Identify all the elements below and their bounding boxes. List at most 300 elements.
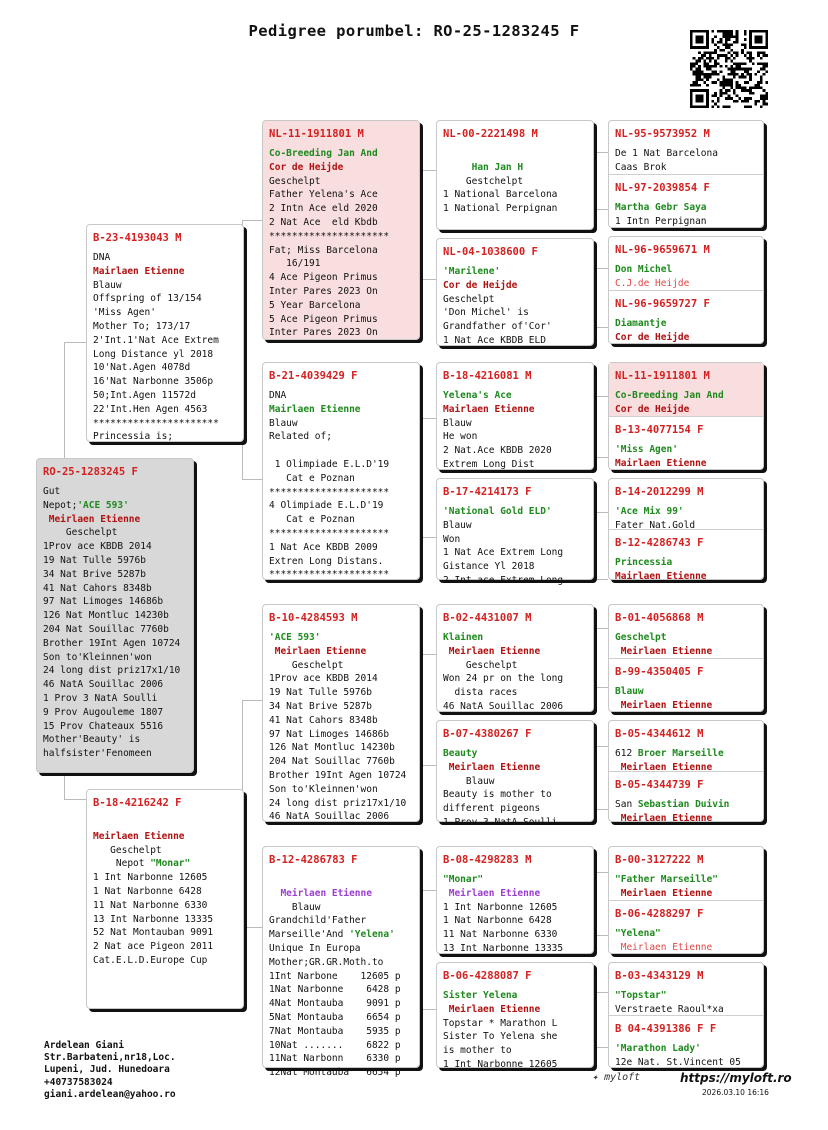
- info-text: Brother 19Int Agen 10724: [43, 637, 181, 649]
- info-text: 1 Int Narbonne 12605: [443, 901, 558, 913]
- pigeon-info-line: [443, 659, 587, 673]
- info-text: 16/191: [269, 258, 321, 270]
- pigeon-entry: [263, 605, 419, 821]
- ring-number: B-08-4298283 M: [443, 854, 532, 866]
- ring-number: NL-11-1911801 M: [615, 370, 710, 382]
- pigeon-info-line: [443, 574, 587, 588]
- info-text: 22'Int.Hen Agen 4563: [93, 403, 208, 415]
- info-text: Related of;: [269, 431, 332, 443]
- info-text: 4Nat Montauba 9091 p: [269, 998, 401, 1010]
- pigeon-info-line: [615, 457, 757, 471]
- pigeon-info-line: [93, 913, 237, 927]
- info-text: 'Yelena': [349, 929, 395, 941]
- pigeon-card-sd: [262, 362, 420, 580]
- info-text: Mother'Beauty' is: [43, 734, 141, 746]
- info-text: Extrem Long Dist: [443, 458, 535, 470]
- pigeon-card-c1: [608, 120, 764, 228]
- info-text: 46 NatA Souillac 2006: [43, 679, 164, 691]
- pigeon-card-sdd: [436, 478, 594, 586]
- pigeon-info-line: [443, 306, 587, 320]
- info-text: 2'Int.1'Nat Ace Extrem: [93, 334, 219, 346]
- pigeon-card-c5: [608, 604, 764, 712]
- pigeon-card-ddd: [436, 962, 594, 1068]
- pigeon-info-line: [269, 285, 413, 299]
- pigeon-info-line: [443, 293, 587, 307]
- info-text: Father Yelena's Ace: [269, 189, 378, 201]
- info-text: *********************: [269, 527, 390, 539]
- info-text: "Monar": [443, 874, 484, 885]
- info-text: 9 Prov Augouleme 1807: [43, 706, 164, 718]
- pigeon-info-line: [443, 1003, 587, 1017]
- owner-phone: +40737583024: [44, 1076, 113, 1088]
- info-text: Sister To Yelena she: [443, 1031, 558, 1043]
- info-text: halfsister'Fenomeen: [43, 748, 152, 760]
- pigeon-entry: [37, 459, 193, 772]
- ring-number: B-05-4344612 M: [615, 728, 704, 740]
- pigeon-card-ssd: [436, 238, 594, 346]
- pigeon-info-line: [615, 631, 757, 645]
- info-text: 'Miss Agen': [93, 307, 156, 319]
- info-text: Cor de Heijde: [269, 161, 344, 173]
- pigeon-card-dsd: [436, 720, 594, 828]
- info-text: Meirlaen Etienne: [43, 513, 141, 525]
- pigeon-info-line: [443, 802, 587, 816]
- pigeon-card-ss: [262, 120, 420, 340]
- info-text: Mother To; 173/17: [93, 320, 191, 332]
- owner-street: Str.Barbateni,nr18,Loc.: [44, 1052, 176, 1064]
- pigeon-entry: [609, 529, 763, 582]
- info-text: Mairlaen Etienne: [615, 457, 707, 469]
- info-text: Won 24 pr on the long: [443, 673, 564, 685]
- info-text: Han Jan H: [443, 161, 524, 173]
- pigeon-info-line: [269, 458, 413, 472]
- site-url[interactable]: https://myloft.ro: [680, 1071, 792, 1085]
- info-text: 2 Nat.Ace KBDB 2020: [443, 445, 552, 457]
- ring-number: NL-97-2039854 F: [615, 182, 710, 194]
- info-text: 'Marilene': [443, 266, 501, 277]
- info-text: San: [615, 799, 638, 810]
- pigeon-info-line: [443, 645, 587, 659]
- pigeon-info-line: [269, 942, 413, 956]
- info-text: Blauw: [443, 519, 472, 531]
- pigeon-info-line: [615, 927, 757, 941]
- pigeon-info-line: [443, 1044, 587, 1058]
- ring-number: B-12-4286743 F: [615, 537, 704, 549]
- info-text: **********************: [93, 417, 219, 429]
- pigeon-info-line: [269, 161, 413, 175]
- info-text: *********************: [269, 486, 390, 498]
- info-text: 4 Olimpiade E.L.D'19: [269, 500, 384, 512]
- pigeon-info-line: [269, 810, 413, 824]
- pigeon-card-dam: [86, 789, 244, 1009]
- pigeon-info-line: [615, 403, 757, 417]
- pigeon-info-line: [269, 700, 413, 714]
- info-text: 204 Nat Souillac 7760b: [43, 623, 169, 635]
- pigeon-card-c3: [608, 362, 764, 470]
- pigeon-info-line: [43, 540, 187, 554]
- ring-number: B-00-3127222 M: [615, 854, 704, 866]
- info-text: Cor de Heijde: [615, 403, 690, 415]
- info-text: Nepot;: [43, 499, 78, 511]
- info-text: 1 Nat Ace KBDB 2009: [269, 541, 378, 553]
- pigeon-info-line: [615, 147, 757, 161]
- info-text: Beauty is mother to: [443, 789, 552, 801]
- info-text: Sebastian Duivin: [637, 799, 730, 810]
- connector-dd: [420, 890, 436, 1010]
- info-text: 'ACE 593': [77, 499, 129, 511]
- pigeon-entry: [263, 363, 419, 579]
- pigeon-info-line: [615, 263, 757, 277]
- pigeon-entry: [609, 900, 763, 953]
- info-text: 15 Prov Chateaux 5516: [43, 720, 164, 732]
- pigeon-info-line: [269, 417, 413, 431]
- pigeon-info-line: [443, 914, 587, 928]
- info-text: 1 Intn Perpignan: [615, 215, 707, 227]
- info-text: Son to'Kleinnen'won: [269, 783, 378, 795]
- pigeon-info-line: [43, 637, 187, 651]
- pigeon-info-line: [615, 645, 757, 659]
- pigeon-info-line: [93, 251, 237, 265]
- pigeon-entry: [437, 363, 593, 469]
- info-text: Meirlaen Etienne: [443, 1003, 541, 1015]
- pigeon-info-line: [443, 505, 587, 519]
- info-text: Blauw: [443, 417, 472, 429]
- pigeon-info-line: [269, 555, 413, 569]
- pigeon-entry: [609, 479, 763, 529]
- pigeon-info-line: [269, 486, 413, 500]
- ring-number: B-07-4380267 F: [443, 728, 532, 740]
- info-text: Geschelpt: [443, 659, 518, 671]
- pigeon-info-line: [269, 783, 413, 797]
- info-text: 1 Nat Narbonne 6428: [93, 885, 202, 897]
- pigeon-card-c7: [608, 846, 764, 954]
- ring-number: B 04-4391386 F F: [615, 1023, 717, 1035]
- pigeon-info-line: [269, 686, 413, 700]
- info-text: 41 Nat Cahors 8348b: [43, 582, 152, 594]
- info-text: Co-Breeding Jan And: [269, 148, 378, 159]
- info-text: 41 Nat Cahors 8348b: [269, 714, 378, 726]
- info-text: Geschelpt: [93, 844, 162, 856]
- pigeon-info-line: [443, 901, 587, 915]
- info-text: Princessia is;: [93, 431, 174, 443]
- info-text: 1Nat Narbonne 6428 p: [269, 984, 401, 996]
- info-text: 12Nat Montauba 6654 p: [269, 1067, 401, 1079]
- connector-dam: [242, 700, 264, 928]
- info-text: Caas Brok: [615, 161, 667, 173]
- pigeon-card-sss: [436, 120, 594, 230]
- owner-name: Ardelean Giani: [44, 1040, 125, 1051]
- pigeon-info-line: [443, 942, 587, 956]
- pigeon-info-line: [43, 554, 187, 568]
- info-text: Brother 19Int Agen 10724: [269, 769, 407, 781]
- ring-number: NL-11-1911801 M: [269, 128, 364, 140]
- pigeon-info-line: [43, 609, 187, 623]
- pigeon-card-c2: [608, 236, 764, 344]
- pigeon-info-line: [443, 417, 587, 431]
- pigeon-info-line: [43, 678, 187, 692]
- info-text: Gut: [43, 486, 61, 497]
- pigeon-entry: [437, 605, 593, 711]
- info-text: Mairlaen Etienne: [93, 265, 185, 277]
- info-text: 1Prov ace KBDB 2014: [43, 541, 152, 553]
- info-text: Mairlaen Etienne: [615, 570, 707, 582]
- info-text: 46 NatA Souillac 2006: [443, 700, 564, 712]
- info-text: Meirlaen Etienne: [615, 699, 713, 711]
- connector-ss: [420, 170, 436, 280]
- info-text: 19 Nat Tulle 5976b: [43, 554, 146, 566]
- pigeon-info-line: [269, 659, 413, 673]
- pigeon-info-line: [93, 306, 237, 320]
- pigeon-info-line: [269, 983, 413, 997]
- pigeon-info-line: [443, 686, 587, 700]
- pigeon-entry: [437, 239, 593, 345]
- pigeon-info-line: [269, 326, 413, 340]
- info-text: "Yelena": [615, 928, 661, 939]
- pigeon-info-line: [443, 1017, 587, 1031]
- info-text: 10Nat ....... 6822 p: [269, 1039, 401, 1051]
- pigeon-info-line: [269, 244, 413, 258]
- pigeon-info-line: [615, 505, 757, 519]
- info-text: Gistance Yl 2018: [443, 561, 535, 573]
- info-text: DNA: [269, 390, 287, 401]
- info-text: Don Michel: [615, 264, 673, 275]
- ring-number: B-06-4288087 F: [443, 970, 532, 982]
- info-text: *********************: [269, 569, 390, 581]
- pigeon-entry: [437, 963, 593, 1070]
- pigeon-info-line: [269, 645, 413, 659]
- ring-number: B-17-4214173 F: [443, 486, 532, 498]
- pigeon-card-sds: [436, 362, 594, 470]
- pigeon-info-line: [615, 161, 757, 175]
- ring-number: B-06-4288297 F: [615, 908, 704, 920]
- info-text: Beauty: [443, 748, 478, 759]
- pigeon-card-c4: [608, 478, 764, 580]
- qr-code: [690, 30, 768, 108]
- ring-number: B-10-4284593 M: [269, 612, 358, 624]
- info-text: He won: [443, 431, 478, 443]
- pigeon-info-line: [443, 700, 587, 714]
- pigeon-info-line: [443, 188, 587, 202]
- info-text: 10'Nat.Agen 4078d: [93, 362, 191, 374]
- info-text: Grandchild'Father: [269, 915, 367, 927]
- ring-number: NL-96-9659671 M: [615, 244, 710, 256]
- info-text: Meirlaen Etienne: [615, 887, 713, 899]
- info-text: Won: [443, 533, 461, 545]
- ring-number: B-02-4431007 M: [443, 612, 532, 624]
- info-text: 'Ace Mix 99': [615, 506, 684, 517]
- info-text: 1 Int Narbonne 12605: [93, 872, 208, 884]
- pigeon-info-line: [269, 202, 413, 216]
- pigeon-info-line: [269, 728, 413, 742]
- info-text: 4 Ace Pigeon Primus: [269, 272, 378, 284]
- pigeon-info-line: [269, 216, 413, 230]
- info-text: 34 Nat Brive 5287b: [269, 700, 372, 712]
- info-text: *********************: [269, 230, 390, 242]
- info-text: C.J.de Heijde: [615, 277, 690, 289]
- ring-number: B-12-4286783 F: [269, 854, 358, 866]
- info-text: 1Prov ace KBDB 2014: [269, 673, 378, 685]
- info-text: 13 Int Narbonne 13335: [93, 913, 214, 925]
- info-text: Geschelpt: [269, 175, 321, 187]
- info-text: Blauw: [615, 686, 644, 697]
- pigeon-card-c6: [608, 720, 764, 822]
- info-text: 52 Nat Montauban 9091: [93, 927, 214, 939]
- ring-number: B-21-4039429 F: [269, 370, 358, 382]
- info-text: 24 long dist priz17x1/10: [43, 665, 181, 677]
- connector-dds: [594, 872, 608, 936]
- pigeon-info-line: [93, 389, 237, 403]
- info-text: Meirlaen Etienne: [443, 645, 541, 657]
- info-text: Son to'Kleinnen'won: [43, 651, 152, 663]
- pigeon-info-line: [269, 541, 413, 555]
- pigeon-info-line: [269, 1066, 413, 1080]
- pigeon-info-line: [269, 175, 413, 189]
- pigeon-card-subject: [36, 458, 194, 773]
- pigeon-info-line: [93, 830, 237, 844]
- info-text: Meirlaen Etienne: [443, 887, 541, 899]
- pigeon-info-line: [615, 1042, 757, 1056]
- pigeon-info-line: [443, 161, 587, 175]
- pigeon-entry: [437, 721, 593, 828]
- pigeon-info-line: [93, 292, 237, 306]
- info-text: Meirlaen Etienne: [615, 761, 713, 773]
- pigeon-info-line: [93, 430, 237, 444]
- owner-city: Lupeni, Jud. Hunedoara: [44, 1064, 170, 1076]
- info-text: Verstraete Raoul*xa: [615, 1003, 724, 1015]
- info-text: Princessia: [615, 557, 673, 568]
- pigeon-info-line: [443, 1030, 587, 1044]
- info-text: Blauw: [443, 775, 495, 787]
- pigeon-info-line: [93, 320, 237, 334]
- pigeon-info-line: [615, 201, 757, 215]
- pigeon-info-line: [443, 320, 587, 334]
- connector-sss: [594, 152, 608, 210]
- info-text: Fat; Miss Barcelona: [269, 244, 378, 256]
- pigeon-info-line: [269, 970, 413, 984]
- ring-number: B-05-4344739 F: [615, 779, 704, 791]
- info-text: Meirlaen Etienne: [269, 645, 367, 657]
- pigeon-info-line: [443, 928, 587, 942]
- pigeon-info-line: [615, 331, 757, 345]
- pigeon-info-line: [443, 887, 587, 901]
- pigeon-info-line: [43, 595, 187, 609]
- pigeon-info-line: [43, 692, 187, 706]
- info-text: "Father Marseille": [615, 874, 718, 885]
- pigeon-info-line: [43, 499, 187, 513]
- owner-email: giani.ardelean@yahoo.ro: [44, 1088, 176, 1100]
- info-text: 16'Nat Narbonne 3506p: [93, 376, 214, 388]
- pigeon-info-line: [443, 175, 587, 189]
- pigeon-entry: [609, 363, 763, 416]
- pigeon-info-line: [269, 389, 413, 403]
- pigeon-info-line: [93, 926, 237, 940]
- pigeon-info-line: [93, 265, 237, 279]
- pigeon-info-line: [615, 873, 757, 887]
- info-text: 'ACE 593': [269, 632, 321, 643]
- pigeon-info-line: [93, 403, 237, 417]
- pigeon-entry: [437, 121, 593, 229]
- pigeon-info-line: [269, 887, 413, 901]
- info-text: 1 Prov 3 NatA Soulli: [443, 816, 558, 828]
- info-text: 11Nat Narbonn 6330 p: [269, 1053, 401, 1065]
- info-text: Meirlaen Etienne: [93, 830, 185, 842]
- info-text: 50;Int.Agen 11572d: [93, 389, 196, 401]
- pigeon-info-line: [443, 788, 587, 802]
- pigeon-info-line: [443, 533, 587, 547]
- pigeon-info-line: [93, 899, 237, 913]
- pigeon-info-line: [269, 527, 413, 541]
- pigeon-info-line: [443, 334, 587, 348]
- connector-ssd: [594, 268, 608, 328]
- pigeon-info-line: [269, 714, 413, 728]
- pigeon-entry: [609, 174, 763, 227]
- pigeon-info-line: [43, 733, 187, 747]
- pigeon-card-sire: [86, 224, 244, 442]
- pigeon-info-line: [269, 472, 413, 486]
- pigeon-info-line: [269, 928, 413, 942]
- pigeon-card-c8: [608, 962, 764, 1068]
- info-text: Meirlaen Etienne: [615, 812, 713, 824]
- pigeon-info-line: [43, 664, 187, 678]
- info-text: 204 Nat Souillac 7760b: [269, 756, 395, 768]
- info-text: DNA: [93, 252, 111, 263]
- info-text: 2 Nat Ace eld Kbdb: [269, 216, 378, 228]
- pigeon-info-line: [269, 230, 413, 244]
- info-text: 5 Ace Pigeon Primus: [269, 313, 378, 325]
- pigeon-info-line: [443, 430, 587, 444]
- info-text: 1 Int Narbonne 12605: [443, 1058, 558, 1070]
- pigeon-info-line: [269, 568, 413, 582]
- pigeon-info-line: [269, 513, 413, 527]
- pigeon-info-line: [443, 519, 587, 533]
- info-text: Meirlaen Etienne: [615, 941, 713, 953]
- info-text: 1 Prov 3 NatA Soulli: [43, 692, 158, 704]
- ring-number: NL-00-2221498 M: [443, 128, 538, 140]
- pigeon-info-line: [269, 444, 413, 458]
- pigeon-info-line: [269, 1039, 413, 1053]
- pigeon-info-line: [443, 202, 587, 216]
- info-text: 126 Nat Montluc 14230b: [43, 610, 169, 622]
- pigeon-info-line: [269, 741, 413, 755]
- info-text: is mother to: [443, 1045, 512, 1057]
- info-text: Inter Pares 2023 On: [269, 285, 378, 297]
- pigeon-info-line: [269, 914, 413, 928]
- pigeon-info-line: [443, 546, 587, 560]
- pigeon-info-line: [443, 672, 587, 686]
- info-text: 2 Nat ace Pigeon 2011: [93, 941, 214, 953]
- info-text: 12e Nat. St.Vincent 05: [615, 1056, 741, 1068]
- pigeon-card-ds: [262, 604, 420, 822]
- info-text: Mairlaen Etienne: [443, 403, 535, 415]
- pigeon-info-line: [93, 844, 237, 858]
- info-text: Topstar * Marathon L: [443, 1017, 558, 1029]
- info-text: Sister Yelena: [443, 990, 518, 1001]
- pigeon-info-line: [269, 901, 413, 915]
- info-text: 1 Nat Ace Extrem Long: [443, 547, 564, 559]
- pigeon-info-line: [615, 798, 757, 812]
- info-text: Meirlaen Etienne: [269, 887, 372, 899]
- info-text: Offspring of 13/154: [93, 293, 202, 305]
- info-text: Cat.E.L.D.Europe Cup: [93, 954, 208, 966]
- pigeon-info-line: [43, 706, 187, 720]
- info-text: different pigeons: [443, 803, 541, 815]
- pigeon-info-line: [269, 797, 413, 811]
- info-text: 1 National Barcelona: [443, 189, 558, 201]
- info-text: Mairlaen Etienne: [269, 403, 361, 415]
- info-text: Yelena's Ace: [443, 390, 512, 401]
- info-text: 126 Nat Montluc 14230b: [269, 742, 395, 754]
- info-text: Co-Breeding Jan And: [615, 390, 724, 401]
